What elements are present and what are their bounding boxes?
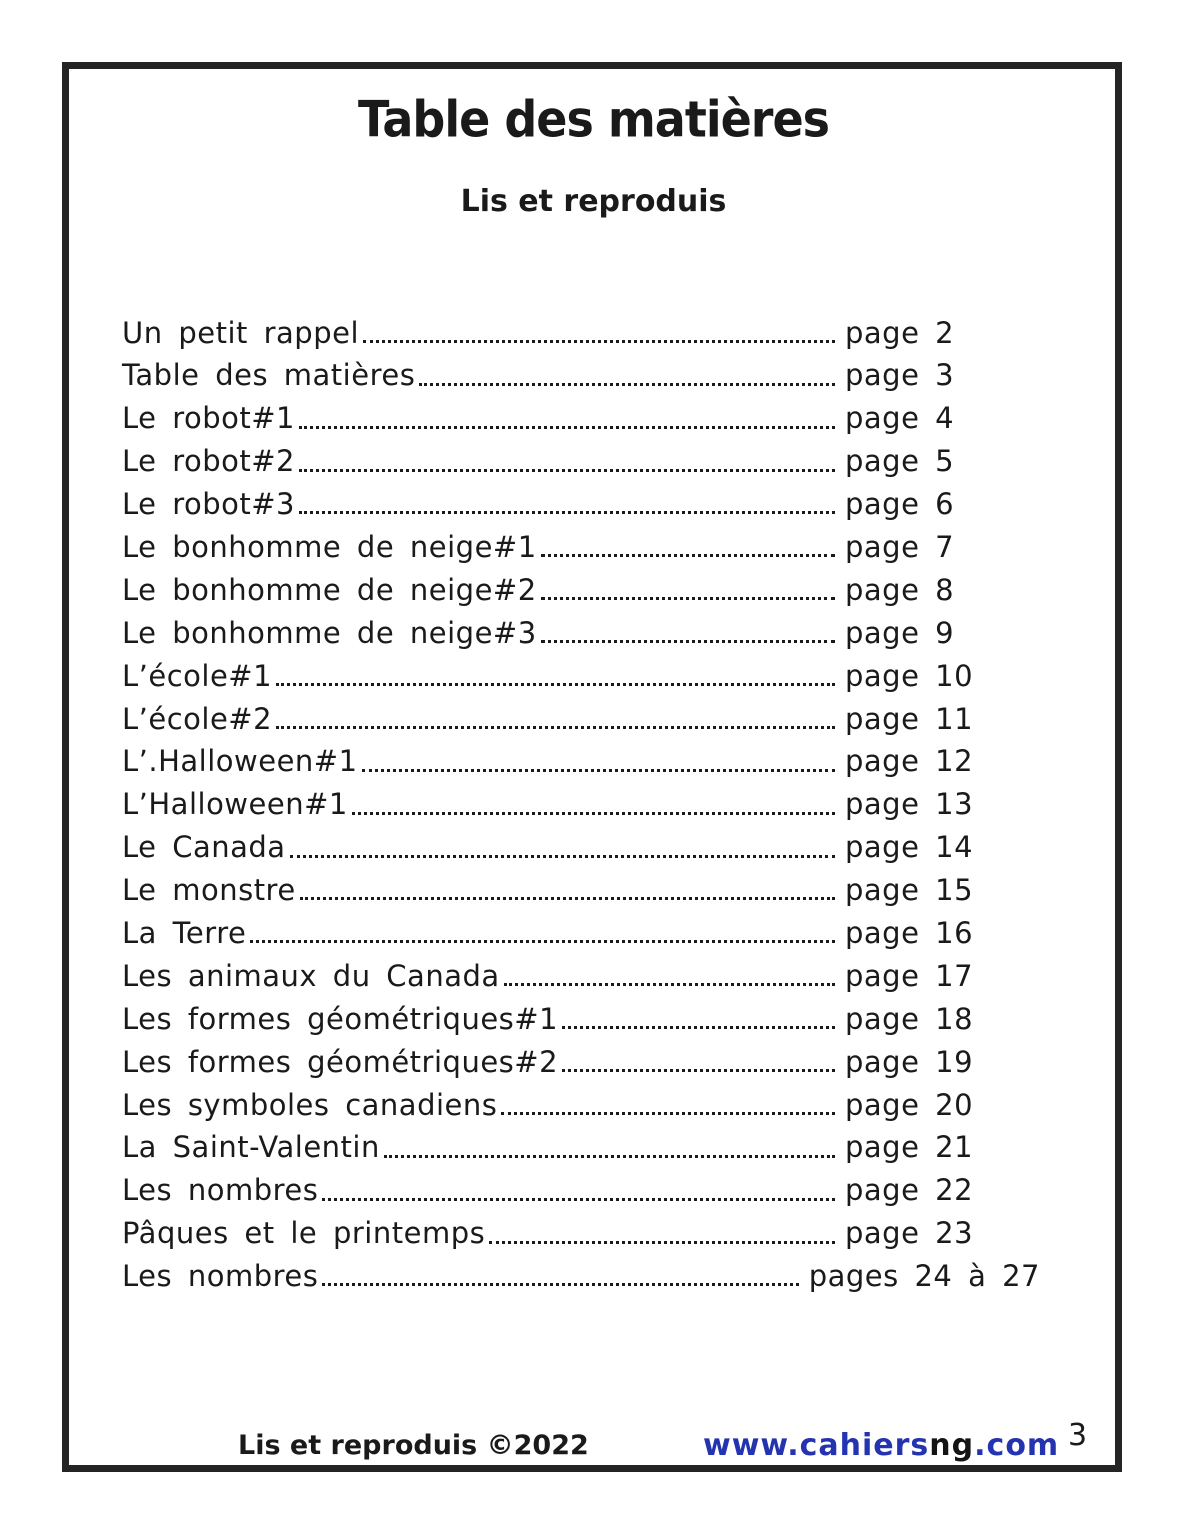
- dotted-leader: [276, 683, 835, 686]
- website-link-prefix: www.cahiers: [703, 1428, 930, 1463]
- toc-entry-page: page 21: [845, 1130, 974, 1165]
- dotted-leader: [384, 1155, 835, 1158]
- toc-row: [122, 436, 1040, 479]
- toc-entry-label: Les animaux du Canada: [122, 958, 500, 993]
- toc-entry-page: page 14: [845, 830, 974, 865]
- toc-row: [122, 1251, 1040, 1294]
- dotted-leader: [562, 1069, 835, 1072]
- toc-entry-label: Les formes géométriques#1: [122, 1001, 559, 1036]
- toc-row: [122, 950, 1040, 993]
- toc-entry-label: Table des matières: [122, 358, 416, 393]
- dotted-leader: [362, 769, 835, 772]
- toc-row: [122, 1036, 1040, 1079]
- dotted-leader: [363, 340, 835, 343]
- dotted-leader: [290, 855, 835, 858]
- toc-entry-page: page 7: [845, 530, 955, 564]
- toc-entry-page: page 10: [845, 658, 974, 693]
- toc-row: [122, 1122, 1040, 1165]
- toc-entry-page: page 23: [845, 1216, 974, 1251]
- dotted-leader: [300, 897, 835, 900]
- dotted-leader: [276, 726, 835, 729]
- toc-entry-label: Pâques et le printemps: [122, 1216, 486, 1251]
- toc-entry-page: page 5: [845, 444, 955, 479]
- website-link-suffix: .com: [974, 1428, 1060, 1463]
- toc-row: [122, 650, 1040, 693]
- toc-entry-page: pages 24 à 27: [808, 1259, 1040, 1294]
- toc-row: [122, 736, 1040, 779]
- dotted-leader: [541, 554, 835, 557]
- toc-entry-page: page 13: [845, 787, 974, 822]
- toc-row: [122, 607, 1040, 650]
- toc-row: [122, 1165, 1040, 1208]
- toc-row: [122, 822, 1040, 865]
- toc-row: [122, 350, 1040, 393]
- footer-copyright: Lis et reproduis ©2022: [238, 1430, 589, 1461]
- toc-row: [122, 1208, 1040, 1251]
- toc-row: [122, 521, 1040, 564]
- toc-entry-page: page 4: [845, 401, 955, 436]
- toc-entry-label: Le robot#2: [122, 444, 296, 479]
- toc-entry-page: page 3: [845, 358, 955, 393]
- toc-entry-label: Le bonhomme de neige#1: [122, 530, 537, 564]
- toc-entry-label: La Terre: [122, 916, 247, 951]
- page-title: Table des matières: [357, 89, 830, 149]
- dotted-leader: [299, 426, 835, 429]
- toc-entry-label: Un petit rappel: [122, 315, 359, 350]
- toc-row: [122, 865, 1040, 908]
- toc-row: [122, 907, 1040, 950]
- dotted-leader: [322, 1198, 835, 1201]
- toc-entry-label: Le Canada: [122, 830, 286, 865]
- toc-entry-label: Le monstre: [122, 873, 296, 908]
- toc-entry-page: page 18: [845, 1001, 974, 1036]
- table-of-contents: [122, 307, 1040, 1293]
- page-number: 3: [1068, 1418, 1088, 1453]
- toc-row: [122, 307, 1040, 350]
- toc-entry-label: Le bonhomme de neige#2: [122, 572, 537, 607]
- website-link[interactable]: [703, 1428, 1059, 1463]
- toc-entry-label: La Saint-Valentin: [122, 1130, 380, 1165]
- toc-entry-label: Le robot#3: [122, 487, 296, 522]
- dotted-leader: [299, 469, 835, 472]
- toc-row: [122, 779, 1040, 822]
- toc-entry-label: Le bonhomme de neige#3: [122, 615, 537, 650]
- toc-entry-label: Les formes géométriques#2: [122, 1044, 559, 1079]
- dotted-leader: [541, 640, 835, 643]
- toc-row: [122, 479, 1040, 522]
- toc-entry-label: L’école#2: [122, 701, 273, 736]
- dotted-leader: [562, 1026, 835, 1029]
- dotted-leader: [250, 940, 835, 943]
- toc-entry-label: L’école#1: [122, 658, 273, 693]
- toc-entry-page: page 20: [845, 1087, 974, 1122]
- page-subtitle: Lis et reproduis: [460, 184, 727, 219]
- dotted-leader: [489, 1241, 835, 1244]
- toc-entry-page: page 12: [845, 744, 974, 779]
- toc-entry-page: page 8: [845, 572, 955, 607]
- toc-entry-label: L’Halloween#1: [122, 787, 348, 822]
- toc-row: [122, 564, 1040, 607]
- toc-entry-page: page 19: [845, 1044, 974, 1079]
- toc-row: [122, 393, 1040, 436]
- dotted-leader: [352, 812, 835, 815]
- toc-entry-page: page 15: [845, 873, 974, 908]
- toc-entry-page: page 9: [845, 615, 955, 650]
- toc-entry-page: page 6: [845, 487, 955, 522]
- website-link-mid: ng: [929, 1428, 975, 1463]
- dotted-leader: [504, 983, 835, 986]
- toc-row: [122, 1079, 1040, 1122]
- toc-entry-page: page 2: [845, 315, 955, 350]
- dotted-leader: [299, 511, 835, 514]
- dotted-leader: [322, 1283, 798, 1286]
- dotted-leader: [501, 1112, 835, 1115]
- toc-entry-page: page 16: [845, 916, 974, 951]
- dotted-leader: [419, 383, 835, 386]
- toc-entry-label: Le robot#1: [122, 401, 296, 436]
- toc-entry-label: Les nombres: [122, 1173, 319, 1208]
- toc-entry-label: Les symboles canadiens: [122, 1087, 498, 1122]
- toc-entry-label: Les nombres: [122, 1259, 319, 1294]
- toc-entry-label: L’.Halloween#1: [122, 744, 358, 779]
- toc-entry-page: page 11: [845, 701, 974, 736]
- dotted-leader: [541, 597, 835, 600]
- toc-entry-page: page 17: [845, 958, 974, 993]
- toc-entry-page: page 22: [845, 1173, 974, 1208]
- toc-row: [122, 993, 1040, 1036]
- toc-row: [122, 693, 1040, 736]
